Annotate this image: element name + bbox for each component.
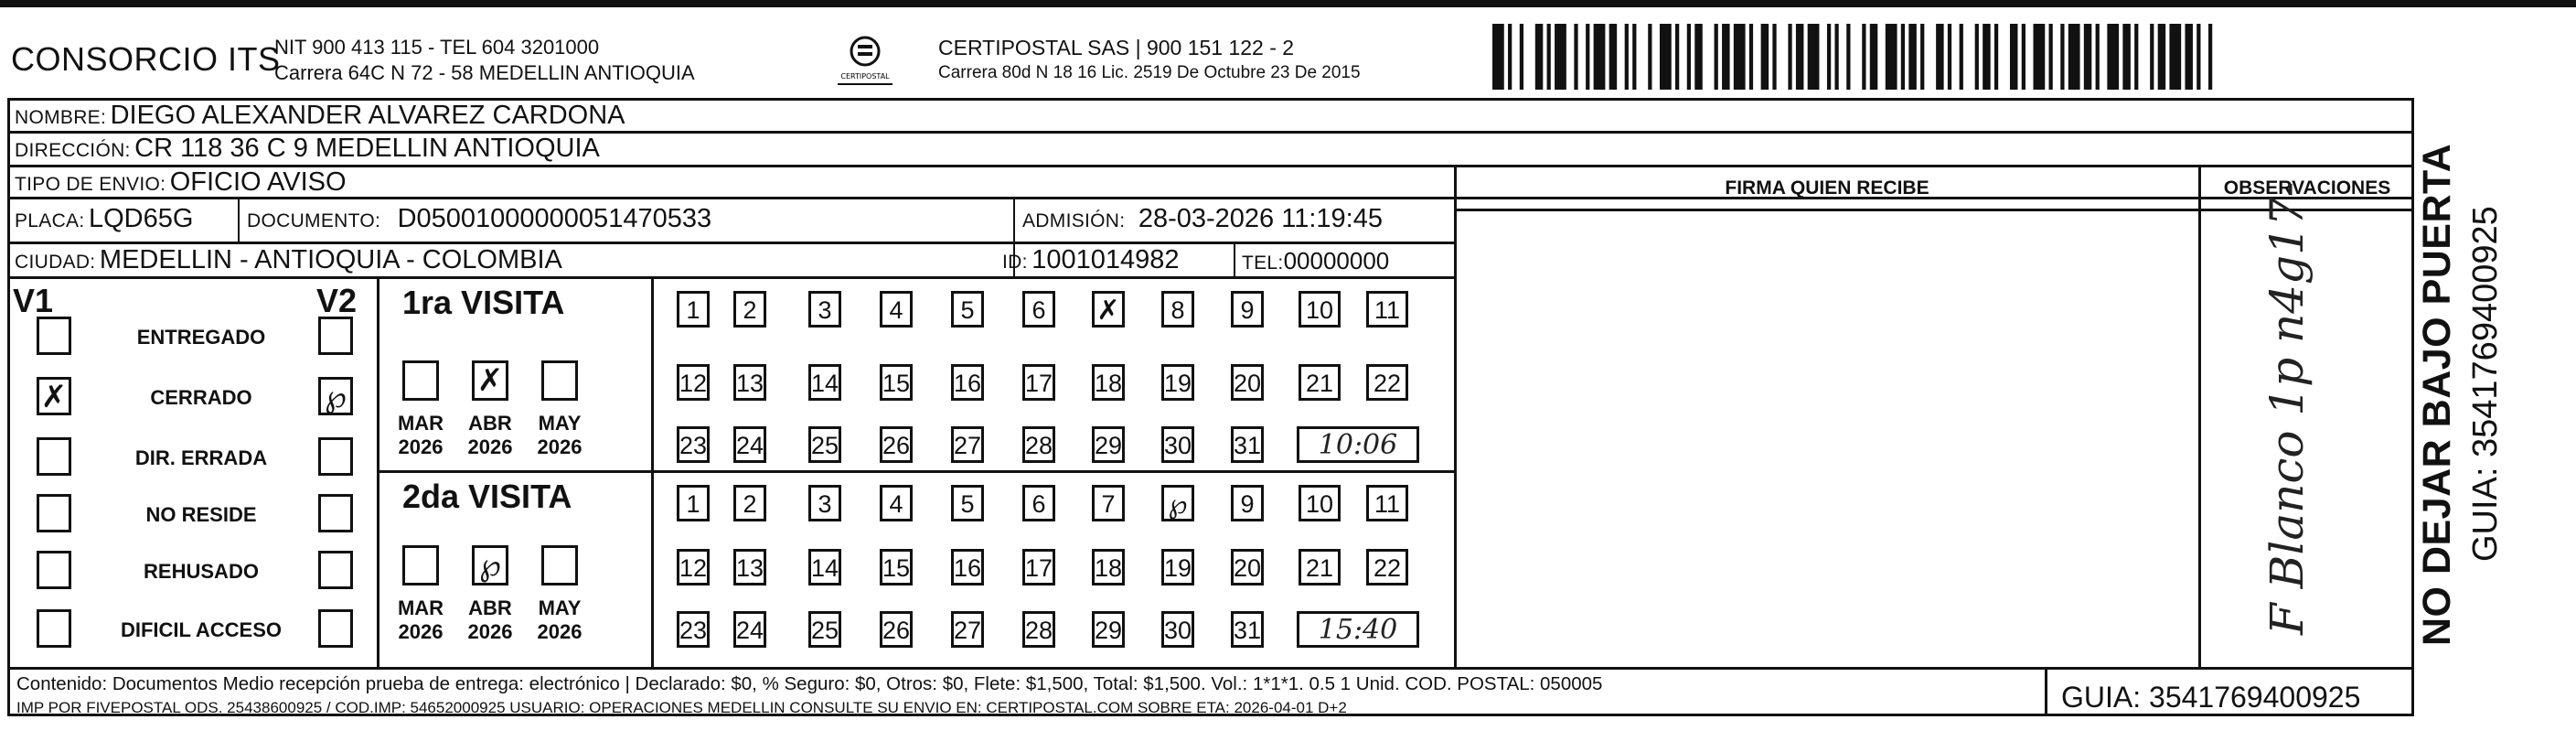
carrier-info	[938, 35, 1361, 86]
day-box[interactable]	[951, 611, 984, 648]
day-box[interactable]	[1092, 549, 1125, 585]
visit-time: 15:40	[1318, 614, 1398, 646]
month-year: 2026	[537, 435, 583, 458]
day-number: 4	[889, 490, 903, 518]
nombre-value: DIEGO ALEXANDER ALVAREZ CARDONA	[110, 101, 625, 130]
day-number: 5	[960, 490, 975, 518]
month-label	[393, 412, 448, 459]
barcode-bar	[2010, 24, 2018, 90]
barcode-bar	[1722, 24, 1730, 90]
day-number: 8	[1170, 296, 1185, 324]
day-number: 14	[811, 554, 839, 582]
placa-field	[15, 204, 193, 234]
month-name: MAY	[538, 596, 582, 619]
visit-title: 1ra VISITA	[402, 284, 565, 321]
day-box[interactable]	[677, 611, 710, 648]
barcode-bar	[1772, 24, 1776, 90]
nombre-row	[15, 101, 625, 131]
day-number: 3	[818, 296, 832, 324]
day-number: 1	[686, 296, 700, 324]
direccion-row	[15, 134, 600, 164]
barcode-bar	[1586, 24, 1589, 90]
day-number: 29	[1095, 617, 1123, 644]
day-box[interactable]	[733, 291, 766, 328]
status-v1-checkbox[interactable]	[37, 437, 71, 476]
day-box[interactable]	[1161, 364, 1194, 401]
rule	[377, 470, 1454, 473]
month-year: 2026	[467, 435, 513, 458]
day-box[interactable]	[880, 291, 913, 328]
barcode-bar	[2169, 24, 2181, 90]
barcode-bar	[2033, 24, 2045, 90]
status-v1-checkbox[interactable]	[37, 317, 71, 355]
ciudad-value: MEDELLIN - ANTIOQUIA - COLOMBIA	[99, 245, 562, 274]
status-v2-checkbox[interactable]	[318, 317, 353, 355]
barcode-bar	[1808, 24, 1820, 90]
company-address: Carrera 64C N 72 - 58 MEDELLIN ANTIOQUIA	[274, 61, 695, 84]
day-box[interactable]	[1092, 291, 1125, 328]
day-box[interactable]	[677, 291, 710, 328]
day-number: 27	[954, 432, 982, 459]
day-box[interactable]	[1022, 291, 1055, 328]
placa-label: PLACA:	[15, 210, 85, 231]
day-number: 17	[1025, 370, 1053, 397]
month-year: 2026	[398, 620, 444, 643]
day-box[interactable]	[733, 549, 766, 585]
barcode-bar	[1749, 24, 1753, 90]
status-v1-checkbox[interactable]	[37, 494, 71, 532]
day-number: 22	[1373, 370, 1402, 397]
rule	[1234, 242, 1235, 276]
day-box[interactable]	[1299, 364, 1341, 401]
day-box[interactable]	[1022, 485, 1055, 521]
day-box[interactable]	[1366, 549, 1408, 585]
day-number: 17	[1025, 554, 1053, 582]
day-box[interactable]	[808, 291, 841, 328]
status-v2-mark: ℘	[325, 379, 347, 415]
day-number: 21	[1305, 370, 1334, 397]
month-name: MAR	[397, 596, 444, 619]
barcode-bar	[1625, 24, 1629, 90]
barcode-bar	[2134, 24, 2138, 90]
day-box[interactable]	[880, 485, 913, 521]
barcode-bar	[2107, 24, 2119, 90]
day-number: 30	[1164, 432, 1192, 459]
month-name: MAY	[538, 412, 582, 435]
day-number: 6	[1031, 490, 1046, 518]
day-number: 23	[679, 617, 708, 644]
day-number: 29	[1095, 432, 1123, 459]
barcode-bar	[2096, 24, 2100, 90]
status-label: DIR. ERRADA	[134, 446, 268, 469]
top-edge	[0, 0, 2576, 7]
barcode-bar	[1796, 24, 1804, 90]
day-number: 26	[882, 432, 911, 459]
day-number: 13	[736, 554, 764, 582]
month-label	[463, 596, 518, 644]
day-number: 27	[954, 617, 982, 644]
day-box[interactable]	[808, 426, 841, 463]
barcode-bar	[1870, 24, 1878, 90]
month-label	[532, 412, 587, 459]
day-number: 12	[679, 554, 708, 582]
day-number: 10	[1305, 296, 1334, 324]
day-number: 9	[1240, 490, 1255, 518]
barcode-bar	[2150, 24, 2154, 90]
day-number: 16	[954, 370, 982, 397]
day-number: 24	[736, 432, 764, 459]
month-checkbox[interactable]	[541, 545, 578, 585]
month-name: MAR	[397, 412, 444, 435]
placa-value: LQD65G	[88, 204, 194, 233]
day-box[interactable]	[733, 611, 766, 648]
observaciones-header: OBSERVACIONES	[2223, 177, 2391, 199]
month-mark: ✗	[476, 362, 504, 399]
status-v2-checkbox[interactable]	[318, 551, 353, 589]
day-number: 9	[1240, 296, 1255, 324]
day-box[interactable]	[808, 364, 841, 401]
month-year: 2026	[467, 620, 513, 643]
firma-header: FIRMA QUIEN RECIBE	[1725, 177, 1929, 199]
admision-value: 28-03-2026 11:19:45	[1138, 204, 1383, 233]
day-box[interactable]	[677, 426, 710, 463]
day-number: 4	[889, 296, 903, 324]
status-v2-checkbox[interactable]	[318, 377, 353, 415]
barcode-bar	[1834, 24, 1838, 90]
day-box[interactable]	[951, 485, 984, 521]
day-number: 26	[882, 617, 911, 644]
barcode-bar	[1761, 24, 1769, 90]
barcode-bar	[2049, 24, 2053, 90]
day-box[interactable]	[1366, 364, 1408, 401]
barcode-bar	[2122, 24, 2131, 90]
no-dejar-notice: NO DEJAR BAJO PUERTA	[2415, 143, 2459, 646]
status-v1-checkbox[interactable]	[37, 377, 71, 415]
day-number: 23	[679, 432, 708, 459]
barcode-bar	[1694, 24, 1703, 90]
id-value: 1001014982	[1031, 245, 1180, 274]
tipo-label: TIPO DE ENVIO:	[15, 174, 166, 195]
day-number: 3	[818, 490, 832, 518]
footer-guia: GUIA: 3541769400925	[2061, 681, 2361, 714]
status-v1-mark: ✗	[40, 379, 68, 415]
day-box[interactable]	[1231, 291, 1264, 328]
day-number: 15	[882, 370, 911, 397]
v2-header: V2	[316, 282, 358, 319]
day-box[interactable]	[1161, 611, 1194, 648]
documento-value: D05001000000051470533	[397, 204, 712, 233]
barcode-bar	[1609, 24, 1618, 90]
month-checkbox[interactable]	[541, 360, 578, 401]
day-number: 21	[1305, 554, 1334, 582]
barcode-bar	[1936, 24, 1944, 90]
day-box[interactable]	[1231, 549, 1264, 585]
day-box[interactable]	[808, 485, 841, 521]
rule	[1454, 165, 1457, 667]
direccion-value: CR 118 36 C 9 MEDELLIN ANTIOQUIA	[134, 134, 600, 163]
barcode-bar	[1983, 24, 1991, 90]
barcode-bar	[1520, 24, 1523, 90]
status-label: CERRADO	[150, 386, 252, 409]
day-box[interactable]	[1366, 291, 1408, 328]
day-number: ✗	[1096, 295, 1120, 327]
certipostal-logo	[832, 33, 898, 90]
month-checkbox[interactable]	[402, 360, 439, 401]
month-checkbox[interactable]	[472, 360, 508, 401]
day-box[interactable]	[1022, 426, 1055, 463]
tel-label: TEL:	[1242, 252, 1284, 274]
day-number: 10	[1305, 490, 1334, 518]
day-box[interactable]	[1299, 549, 1341, 585]
barcode-bar	[1535, 24, 1544, 90]
ciudad-field	[15, 245, 562, 275]
status-label: NO RESIDE	[145, 503, 257, 526]
day-number: 20	[1234, 370, 1262, 397]
status-v2-checkbox[interactable]	[318, 494, 353, 532]
logo-caption: CERTIPOSTAL	[840, 72, 890, 81]
day-box[interactable]	[677, 549, 710, 585]
barcode-bar	[1492, 24, 1504, 90]
day-box[interactable]	[733, 485, 766, 521]
day-number: 28	[1025, 617, 1053, 644]
status-v1-checkbox[interactable]	[37, 609, 71, 648]
month-year: 2026	[398, 435, 444, 458]
barcode-bar	[1862, 24, 1865, 90]
day-box[interactable]	[1022, 611, 1055, 648]
day-box[interactable]	[951, 426, 984, 463]
tel-field	[1242, 247, 1389, 275]
day-box[interactable]	[1366, 485, 1408, 521]
barcode-bar	[1555, 24, 1566, 90]
day-number: 25	[811, 432, 839, 459]
barcode-bar	[2185, 24, 2193, 90]
day-box[interactable]	[677, 485, 710, 521]
month-name: ABR	[468, 412, 512, 435]
day-number: 25	[811, 617, 839, 644]
barcode-bar	[1994, 24, 1998, 90]
observations-handwriting: F Blanco 1p n4g17-	[2261, 181, 2314, 635]
barcode-bar	[1574, 24, 1577, 90]
day-box[interactable]	[733, 426, 766, 463]
day-box[interactable]	[808, 549, 841, 585]
barcode-bar	[1675, 24, 1679, 90]
day-number: 2	[743, 296, 757, 324]
day-number: 19	[1164, 554, 1192, 582]
month-mark: ℘	[479, 547, 501, 584]
v1-header: V1	[13, 282, 54, 319]
barcode-bar	[1948, 24, 1951, 90]
day-box[interactable]	[1231, 364, 1264, 401]
barcode-bar	[1975, 24, 1979, 90]
rule	[238, 197, 240, 242]
day-box[interactable]	[1231, 611, 1264, 648]
barcode-bar	[2022, 24, 2026, 90]
visit-title: 2da VISITA	[402, 478, 572, 515]
admision-field	[1022, 204, 1383, 234]
barcode-bar	[1687, 24, 1691, 90]
day-number: 15	[882, 554, 911, 582]
status-label: ENTREGADO	[136, 326, 266, 349]
day-box[interactable]	[808, 611, 841, 648]
visit-time: 10:06	[1318, 429, 1398, 461]
day-box[interactable]	[1161, 485, 1194, 521]
barcode-bar	[1846, 24, 1850, 90]
barcode-bar	[1901, 24, 1905, 90]
barcode-bar	[1648, 24, 1651, 90]
day-box[interactable]	[1161, 291, 1194, 328]
admision-label: ADMISIÓN:	[1022, 210, 1126, 231]
day-box[interactable]	[1231, 485, 1264, 521]
month-label	[393, 596, 448, 644]
side-guia: GUIA: 3541769400925	[2466, 206, 2505, 562]
nombre-label: NOMBRE:	[15, 107, 107, 128]
month-label	[532, 596, 587, 644]
status-v2-checkbox[interactable]	[318, 609, 353, 648]
barcode-bar	[1632, 24, 1636, 90]
rule	[2045, 667, 2047, 716]
barcode-bar	[2197, 24, 2200, 90]
status-label: DIFICIL ACCESO	[120, 618, 282, 641]
day-number: 18	[1095, 370, 1123, 397]
day-box[interactable]	[1161, 426, 1194, 463]
day-box[interactable]	[951, 549, 984, 585]
day-number: 14	[811, 370, 839, 397]
company-info	[274, 35, 695, 86]
day-box[interactable]	[1092, 426, 1125, 463]
barcode-bar	[1788, 24, 1791, 90]
barcode-bar	[1960, 24, 1963, 90]
day-box[interactable]	[1092, 611, 1125, 648]
day-number: 28	[1025, 432, 1053, 459]
documento-label: DOCUMENTO:	[247, 210, 381, 231]
month-checkbox[interactable]	[472, 545, 508, 585]
day-number: 7	[1101, 490, 1116, 518]
company-name: CONSORCIO ITS	[11, 40, 281, 78]
day-number: 16	[954, 554, 982, 582]
barcode-bar	[1886, 24, 1897, 90]
day-box[interactable]	[1161, 549, 1194, 585]
day-number: 13	[736, 370, 764, 397]
barcode-bar	[2060, 24, 2064, 90]
day-number: 19	[1164, 370, 1192, 397]
day-box[interactable]	[951, 364, 984, 401]
footer-print-info: IMP POR FIVEPOSTAL ODS. 25438600925 / COD.IMP: 54652000925 USUARIO: OPERACIONES MEDELLIN CONSULTE SU ENVIO EN: CERTIPOSTAL.COM SOBRE ETA: 2026-04-01 D+2	[16, 699, 1347, 716]
day-box[interactable]	[880, 364, 913, 401]
visit-time-box[interactable]	[1297, 611, 1419, 648]
day-number: 30	[1164, 617, 1192, 644]
barcode	[1492, 24, 2224, 90]
day-number: 18	[1095, 554, 1123, 582]
day-box[interactable]	[951, 291, 984, 328]
rule	[7, 667, 2414, 670]
day-box[interactable]	[1022, 549, 1055, 585]
barcode-bar	[1715, 24, 1718, 90]
day-box[interactable]	[1092, 364, 1125, 401]
day-number: 24	[736, 617, 764, 644]
tipo-value: OFICIO AVISO	[169, 167, 347, 197]
barcode-bar	[2068, 24, 2080, 90]
barcode-bar	[1827, 24, 1831, 90]
day-number: 5	[960, 296, 975, 324]
day-number: 11	[1374, 490, 1401, 518]
day-number: 20	[1234, 554, 1262, 582]
rule	[2198, 165, 2201, 667]
day-number: 31	[1234, 432, 1262, 459]
ciudad-label: CIUDAD:	[15, 252, 96, 273]
barcode-bar	[2158, 24, 2166, 90]
rule	[7, 276, 1456, 279]
day-box[interactable]	[1022, 364, 1055, 401]
month-label	[463, 412, 518, 459]
visit-time-box[interactable]	[1297, 426, 1419, 463]
day-box[interactable]	[1092, 485, 1125, 521]
day-number: 12	[679, 370, 708, 397]
barcode-bar	[2084, 24, 2092, 90]
month-year: 2026	[537, 620, 583, 643]
barcode-bar	[2208, 24, 2212, 90]
day-box[interactable]	[880, 549, 913, 585]
day-box[interactable]	[1231, 426, 1264, 463]
month-name: ABR	[468, 596, 512, 619]
day-number: 2	[743, 490, 757, 518]
carrier-address: Carrera 80d N 18 16 Lic. 2519 De Octubre 23 De 2015	[938, 63, 1361, 82]
day-number: 31	[1234, 617, 1262, 644]
status-v1-checkbox[interactable]	[37, 551, 71, 589]
carrier-name: CERTIPOSTAL SAS | 900 151 122 - 2	[938, 36, 1295, 59]
tipo-row	[15, 167, 347, 198]
id-label: ID:	[1002, 252, 1028, 273]
day-box[interactable]	[880, 426, 913, 463]
barcode-bar	[1908, 24, 1917, 90]
day-box[interactable]	[733, 364, 766, 401]
rule	[7, 242, 1456, 244]
day-box[interactable]	[677, 364, 710, 401]
status-label: REHUSADO	[144, 560, 259, 583]
id-field	[1002, 245, 1180, 275]
rule	[7, 165, 2414, 167]
direccion-label: DIRECCIÓN:	[15, 140, 131, 161]
day-number: 1	[686, 490, 700, 518]
day-number: ℘	[1168, 489, 1188, 521]
barcode-bar	[1508, 24, 1512, 90]
month-checkbox[interactable]	[402, 545, 439, 585]
barcode-bar	[1920, 24, 1924, 90]
barcode-bar	[1594, 24, 1606, 90]
company-nit: NIT 900 413 115 - TEL 604 3201000	[274, 36, 600, 59]
day-number: 6	[1031, 296, 1046, 324]
status-v2-checkbox[interactable]	[318, 437, 353, 476]
footer-contents: Contenido: Documentos Medio recepción prueba de entrega: electrónico | Declarado: $0, % Seguro: $0, Otros: $0, Flete: $1,500, Total: $1,500. Vol.: 1*1*1. 0.5 1 Unid. COD. POSTAL: 050005	[16, 673, 1603, 694]
day-number: 11	[1374, 296, 1401, 324]
day-box[interactable]	[1299, 485, 1341, 521]
barcode-bar	[1660, 24, 1672, 90]
tel-value: 00000000	[1283, 247, 1390, 274]
barcode-bar	[1547, 24, 1551, 90]
barcode-bar	[1734, 24, 1746, 90]
documento-field	[247, 204, 711, 234]
day-box[interactable]	[880, 611, 913, 648]
day-number: 22	[1373, 554, 1402, 582]
day-box[interactable]	[1299, 291, 1341, 328]
